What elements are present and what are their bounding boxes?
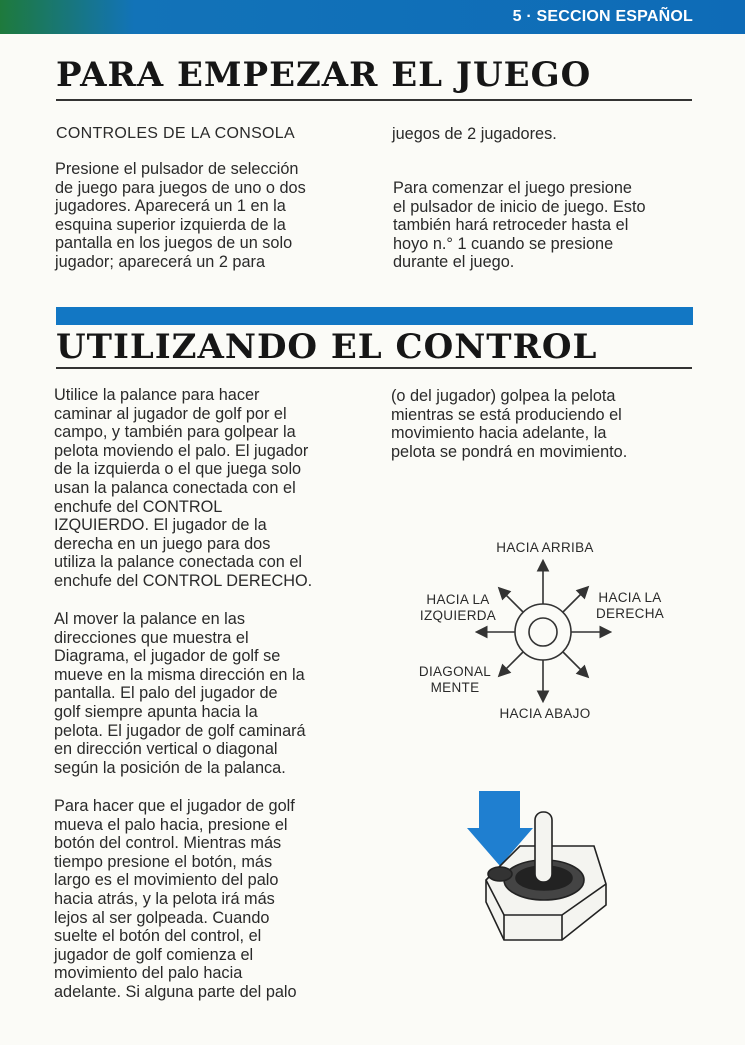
label-up: HACIA ARRIBA <box>496 540 594 555</box>
paragraph-start: Para comenzar el juego presione el pulsador de inicio de juego. Esto también hará retroceder hasta el hoyo n.° 1 cuando se presione durante el juego. <box>393 179 646 272</box>
section-title-control: UTILIZANDO EL CONTROL <box>56 327 598 367</box>
paragraph-select: Presione el pulsador de selección de juego para juegos de uno o dos jugadores. Aparecerá un 1 en la esquina superior izquierda de la pantalla en los juegos de un solo jugador; aparecerá un 2 para <box>55 160 306 271</box>
label-right: HACIA LA DERECHA <box>595 590 665 621</box>
label-diagonal: DIAGONAL MENTE <box>418 664 492 695</box>
paragraph-directions: Al mover la palance en las direcciones que muestra el Diagrama, el jugador de golf se mueve en la misma dirección en la pantalla. El palo del jugador de golf siempre apunta hacia la pelota. El jugador de golf caminará en dirección vertical o diagonal según la posición de la palanca. <box>54 610 306 777</box>
joystick-direction-rose <box>478 562 609 700</box>
section-label: 5 · SECCION ESPAÑOL <box>512 8 693 25</box>
label-left: HACIA LA IZQUIERDA <box>419 592 497 623</box>
paragraph-ball-hit: (o del jugador) golpea la pelota mientras se está produciendo el movimiento hacia adelante, la pelota se pondrá en movimiento. <box>391 387 628 461</box>
label-down: HACIA ABAJO <box>499 706 591 721</box>
paragraph-swing: Para hacer que el jugador de golf mueva el palo hacia, presione el botón del control. Mientras más tiempo presione el botón, más largo es el movimiento del palo hacia atrás, y la pelota irá más lejos al ser golpeada. Cuando suelte el botón del control, el jugador de golf comienza el movimiento del palo hacia adelante. Si alguna parte del palo <box>54 797 297 1001</box>
subheading-console-controls: CONTROLES DE LA CONSOLA <box>56 125 295 142</box>
paragraph-joystick-use: Utilice la palance para hacer caminar al jugador de golf por el campo, y también para golpear la pelota moviendo el palo. El jugador de la izquierda o el que juega solo usan la palanca conectada con el enchufe del CONTROL IZQUIERDO. El jugador de la derecha en un juego para dos utiliza la palance conectada con el enchufe del CONTROL DERECHO. <box>54 386 313 590</box>
paragraph-two-players: juegos de 2 jugadores. <box>392 125 557 143</box>
section-title-start: PARA EMPEZAR EL JUEGO <box>56 55 592 95</box>
